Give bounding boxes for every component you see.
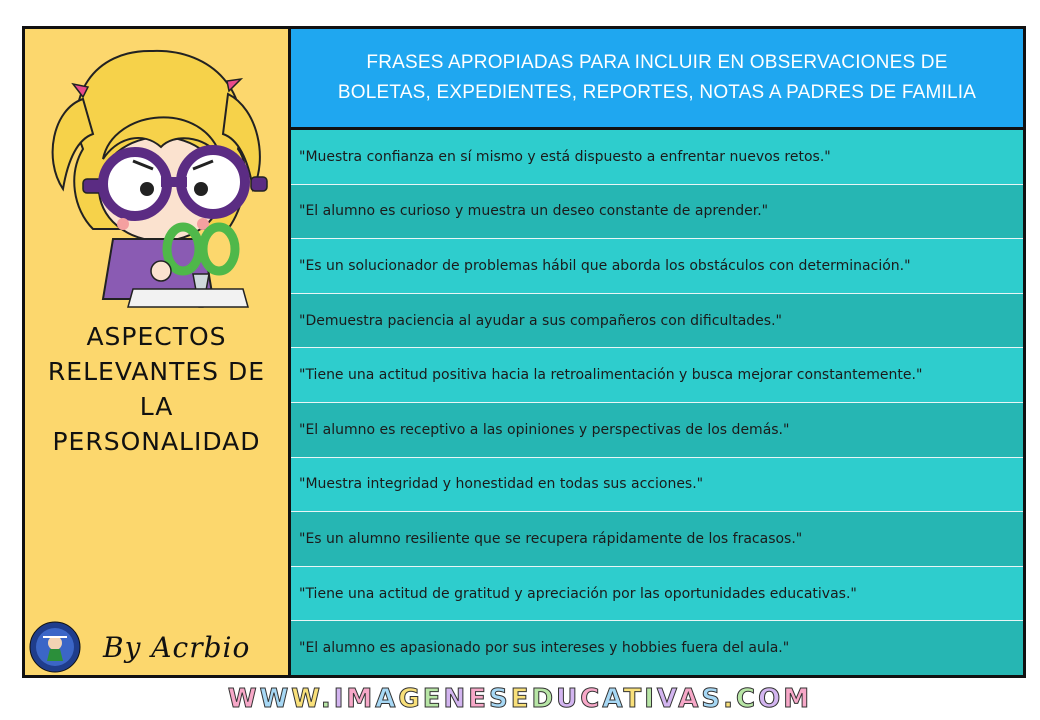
website-letter: N	[443, 684, 469, 714]
phrases-header	[291, 29, 1023, 130]
phrase-row-10: "El alumno es apasionado por sus intereses y hobbies fuera del aula."	[291, 621, 1023, 675]
author-signature: By Acrbio	[103, 631, 251, 664]
phrase-card	[22, 26, 1026, 678]
aspect-title-line-2: RELEVANTES DE	[47, 357, 266, 386]
website-letter: E	[468, 684, 490, 714]
website-letter: .	[723, 684, 737, 714]
phrase-row-6: "El alumno es receptivo a las opiniones y perspectivas de los demás."	[291, 403, 1023, 458]
website-letter: C	[580, 684, 603, 714]
phrase-row-2: "El alumno es curioso y muestra un deseo constante de aprender."	[291, 185, 1023, 240]
header-line-2: BOLETAS, EXPEDIENTES, REPORTES, NOTAS A PADRES DE FAMILIA	[337, 82, 977, 103]
website-letter: A	[678, 684, 702, 714]
website-letter: U	[556, 684, 581, 714]
website-watermark	[0, 684, 1040, 714]
girl-illustration-icon	[43, 39, 273, 309]
aspect-title-line-3: LA	[139, 392, 174, 421]
phrase-row-9: "Tiene una actitud de gratitud y apreciación por las oportunidades educativas."	[291, 567, 1023, 622]
website-letter: I	[644, 684, 657, 714]
aspect-title-line-4: PERSONALIDAD	[52, 427, 261, 456]
website-letter: A	[602, 684, 624, 714]
website-letter: E	[510, 684, 532, 714]
website-letter: E	[422, 684, 444, 714]
phrases-panel	[291, 29, 1023, 675]
website-letter: A	[375, 684, 399, 714]
website-letter: M	[783, 684, 813, 714]
phrase-row-5: "Tiene una actitud positiva hacia la retroalimentación y busca mejorar constantemente."	[291, 348, 1023, 403]
website-letter: W	[291, 684, 321, 714]
website-letter: S	[489, 684, 511, 714]
phrase-row-4: "Demuestra paciencia al ayudar a sus compañeros con dificultades."	[291, 294, 1023, 349]
website-letter: .	[320, 684, 334, 714]
phrase-row-7: "Muestra integridad y honestidad en todas sus acciones."	[291, 458, 1023, 513]
website-letter: C	[736, 684, 759, 714]
website-letter: V	[656, 684, 679, 714]
left-panel	[25, 29, 291, 675]
author-logo-icon	[29, 621, 81, 673]
website-letter: W	[227, 684, 260, 714]
website-letter: D	[531, 684, 557, 714]
aspect-title	[25, 319, 288, 459]
website-letter: I	[333, 684, 347, 714]
header-line-1: FRASES APROPIADAS PARA INCLUIR EN OBSERVACIONES DE	[366, 52, 948, 73]
website-letter: G	[398, 684, 423, 714]
website-letter: W	[259, 684, 292, 714]
phrase-row-8: "Es un alumno resiliente que se recupera rápidamente de los fracasos."	[291, 512, 1023, 567]
phrase-list	[291, 130, 1023, 675]
aspect-title-line-1: ASPECTOS	[86, 322, 227, 351]
website-letter: T	[623, 684, 645, 714]
website-letter: M	[346, 684, 376, 714]
phrase-row-3: "Es un solucionador de problemas hábil que aborda los obstáculos con determinación."	[291, 239, 1023, 294]
website-letter: S	[701, 684, 724, 714]
phrase-row-1: "Muestra confianza en sí mismo y está dispuesto a enfrentar nuevos retos."	[291, 130, 1023, 185]
website-letter: O	[758, 684, 784, 714]
